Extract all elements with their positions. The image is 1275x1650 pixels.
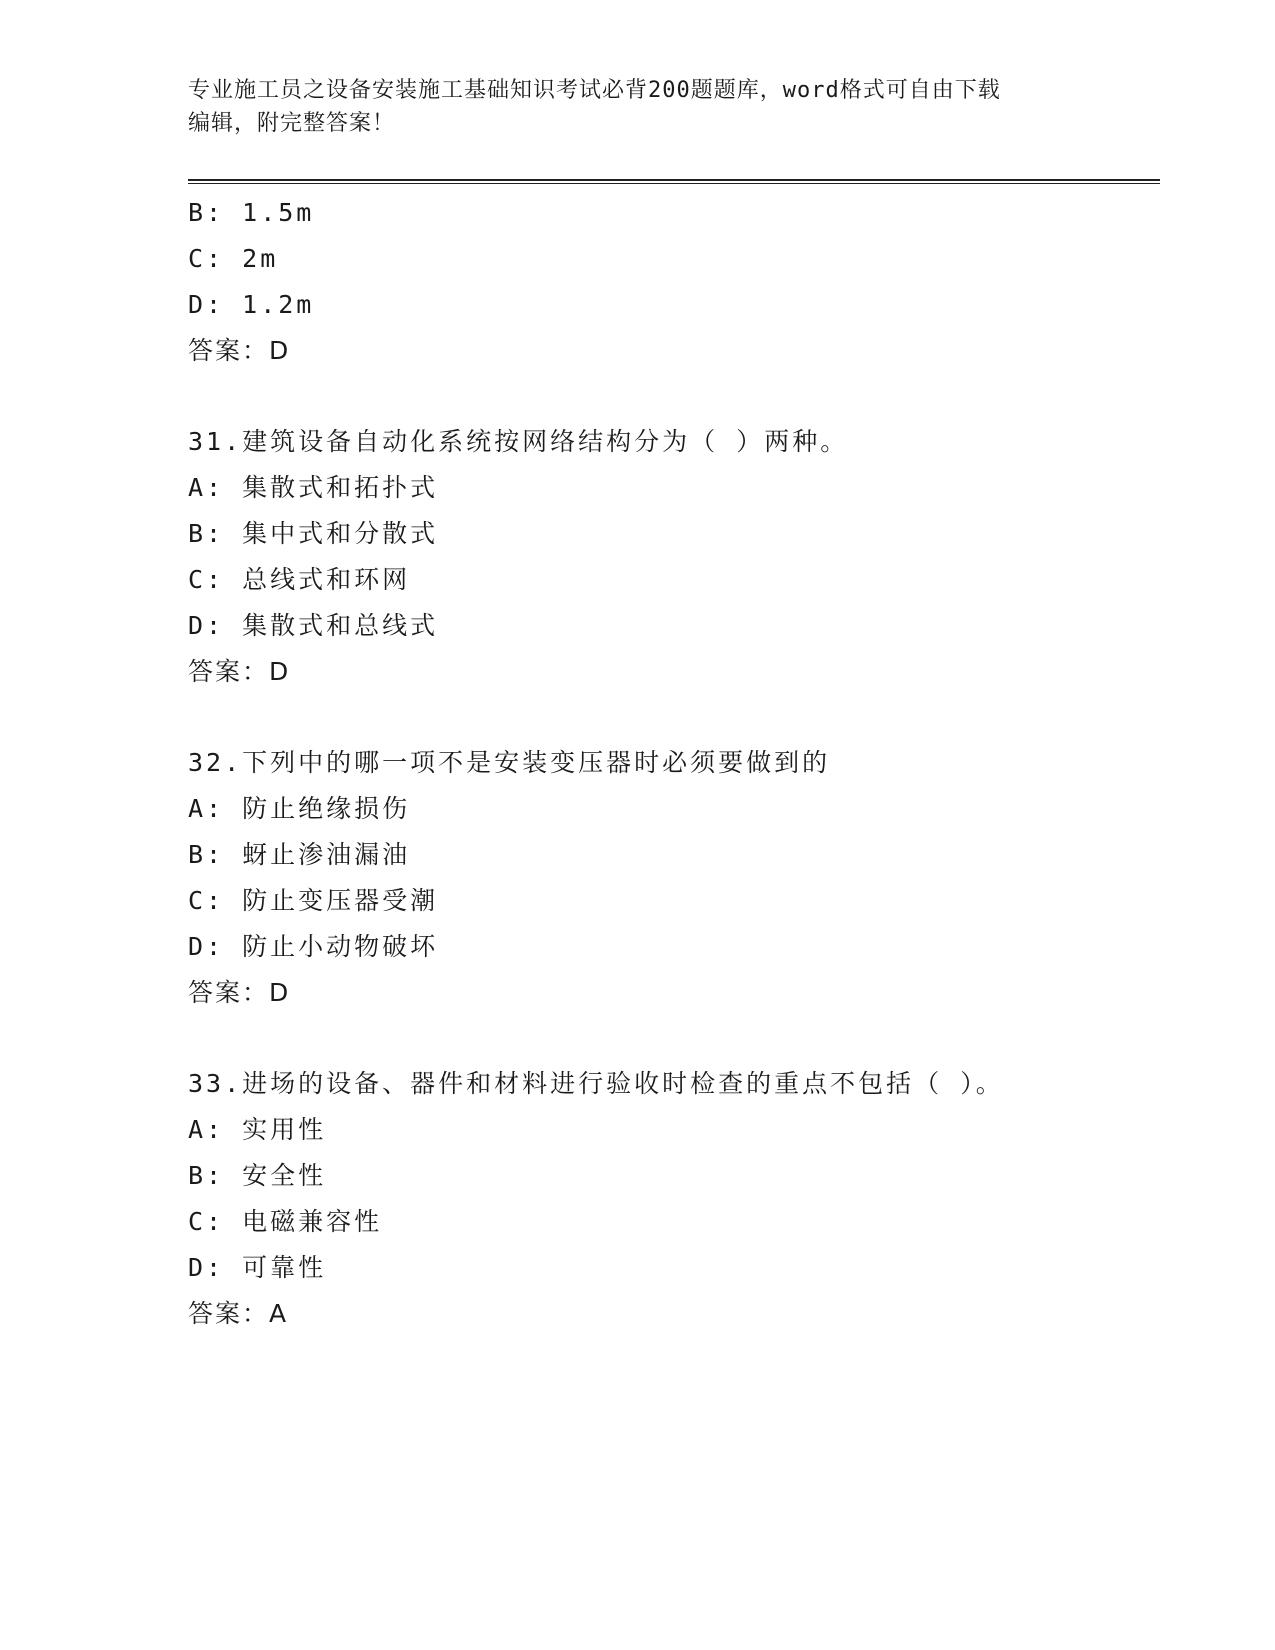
option-a: A: 防止绝缘损伤: [188, 794, 411, 823]
option-b: B: 1.5m: [188, 198, 315, 227]
option-d: D: 1.2m: [188, 290, 315, 319]
question-stem: 33.进场的设备、器件和材料进行验收时检查的重点不包括（ ）。: [188, 1069, 1004, 1098]
option-c: C: 防止变压器受潮: [188, 886, 439, 915]
header-title-line-2: 编辑，附完整答案！: [188, 111, 396, 136]
question-32: [188, 740, 1160, 1016]
question-stem: 32.下列中的哪一项不是安装变压器时必须要做到的: [188, 748, 831, 777]
option-b: B: 安全性: [188, 1161, 327, 1190]
answer-line: 答案：D: [188, 336, 291, 365]
answer-line: 答案：D: [188, 978, 291, 1007]
question-33: [188, 1061, 1160, 1337]
answer-line: 答案：D: [188, 657, 291, 686]
option-a: A: 集散式和拓扑式: [188, 473, 439, 502]
option-c: C: 电磁兼容性: [188, 1207, 383, 1236]
option-b: B: 蚜止渗油漏油: [188, 840, 411, 869]
answer-line: 答案：A: [188, 1299, 289, 1328]
option-d: D: 防止小动物破坏: [188, 932, 439, 961]
header-divider: [188, 179, 1160, 184]
option-d: D: 可靠性: [188, 1253, 327, 1282]
option-c: C: 2m: [188, 244, 279, 273]
question-content: [188, 190, 1160, 1337]
option-d: D: 集散式和总线式: [188, 611, 439, 640]
question-stem: 31.建筑设备自动化系统按网络结构分为（ ）两种。: [188, 427, 849, 456]
page-header: [188, 74, 1088, 140]
header-title-line-1: 专业施工员之设备安装施工基础知识考试必背200题题库，word格式可自由下载: [188, 78, 1001, 103]
continued-question: [188, 190, 1160, 374]
question-31: [188, 419, 1160, 695]
option-c: C: 总线式和环网: [188, 565, 411, 594]
option-b: B: 集中式和分散式: [188, 519, 439, 548]
option-a: A: 实用性: [188, 1115, 327, 1144]
